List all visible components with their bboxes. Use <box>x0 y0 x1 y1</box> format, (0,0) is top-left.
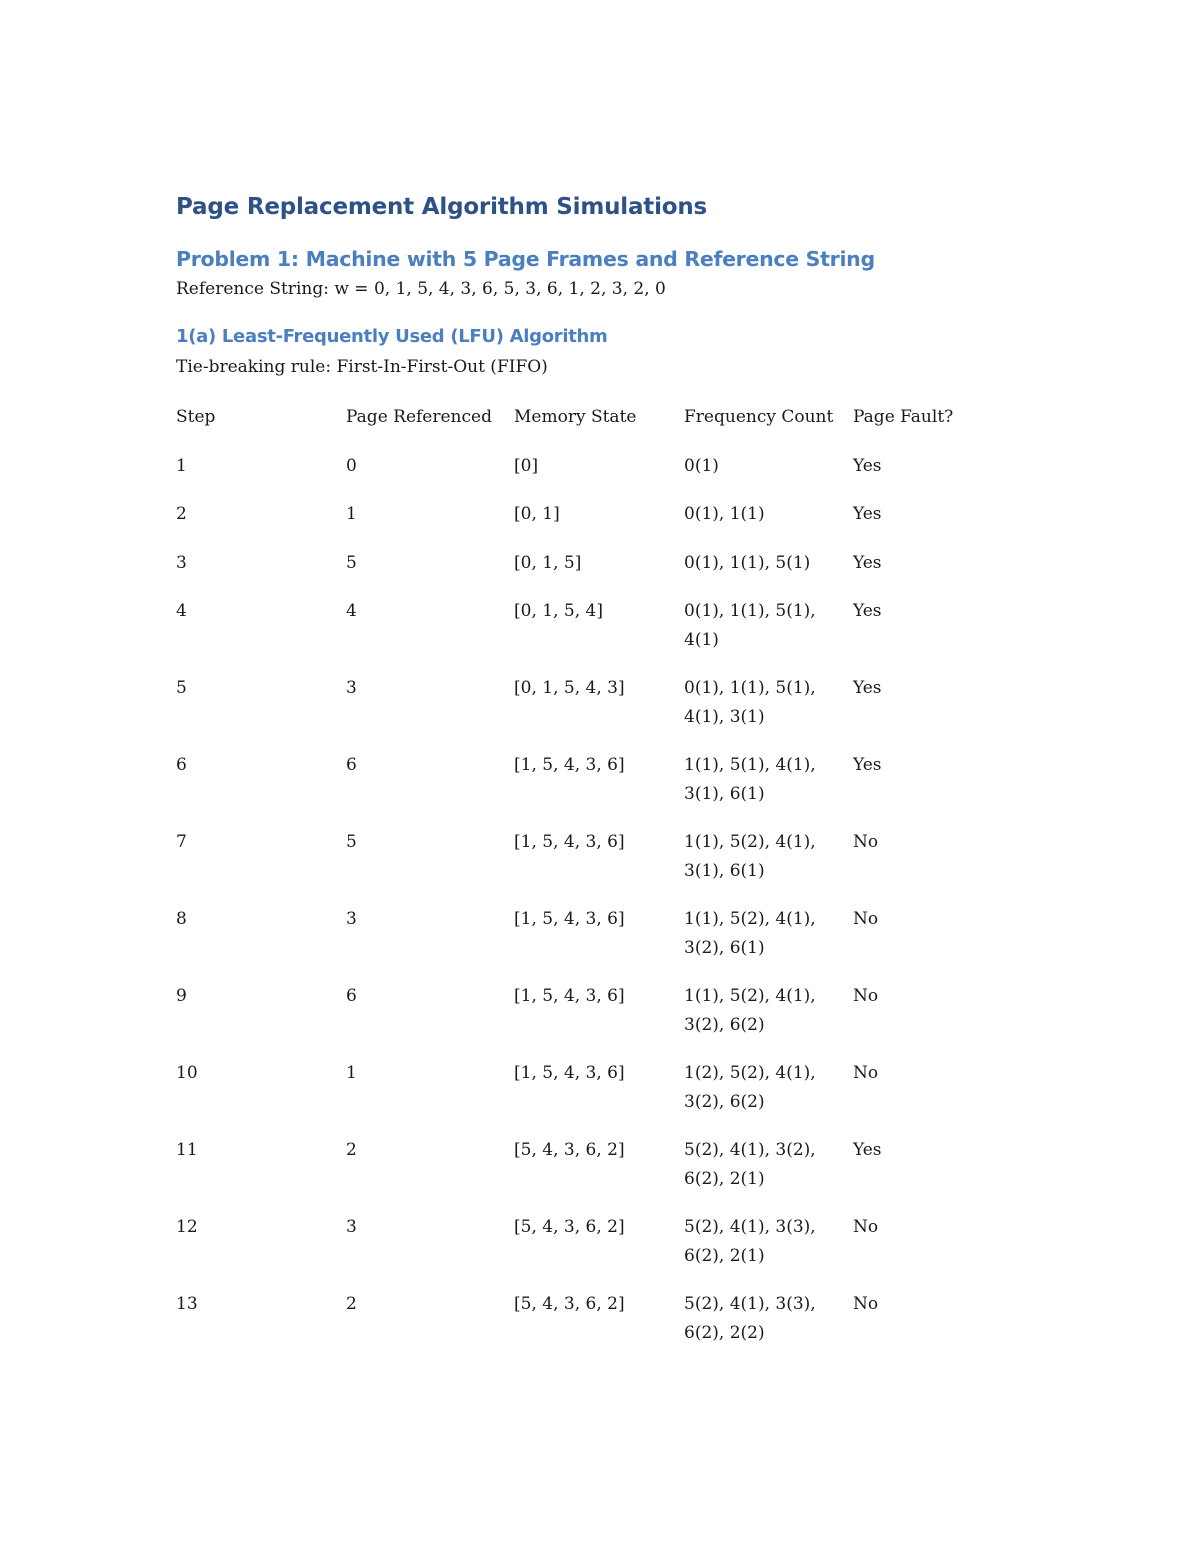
cell-memory: [0, 1, 5, 4] <box>514 601 603 621</box>
table-row <box>176 1213 1026 1290</box>
cell-memory: [1, 5, 4, 3, 6] <box>514 986 625 1006</box>
table-row <box>176 1136 1026 1213</box>
cell-page: 3 <box>346 678 357 698</box>
cell-memory: [1, 5, 4, 3, 6] <box>514 832 625 852</box>
cell-fault: Yes <box>853 601 882 621</box>
cell-memory: [0] <box>514 455 539 476</box>
cell-page: 4 <box>346 601 357 621</box>
cell-page: 2 <box>346 1294 357 1314</box>
cell-step: 3 <box>176 552 187 573</box>
cell-fault: No <box>853 986 879 1006</box>
cell-page: 2 <box>346 1140 357 1160</box>
cell-frequency: 5(2), 4(1), 3(3), 6(2), 2(2) <box>684 1294 816 1343</box>
cell-memory: [0, 1, 5] <box>514 552 582 573</box>
cell-frequency: 0(1), 1(1) <box>684 504 765 524</box>
cell-frequency: 1(1), 5(2), 4(1), 3(2), 6(1) <box>684 909 816 958</box>
cell-page: 1 <box>346 1063 357 1083</box>
table-row <box>176 1290 1026 1367</box>
cell-fault: Yes <box>853 552 882 573</box>
cell-page: 5 <box>346 552 357 573</box>
cell-frequency: 0(1) <box>684 455 719 476</box>
cell-memory: [5, 4, 3, 6, 2] <box>514 1140 625 1160</box>
cell-step: 8 <box>176 909 187 929</box>
lfu-simulation-table <box>176 403 1026 1367</box>
cell-step: 1 <box>176 455 187 476</box>
cell-page: 1 <box>346 504 357 524</box>
header-memory-state: Memory State <box>514 407 637 427</box>
header-frequency-count: Frequency Count <box>684 407 834 427</box>
table-row <box>176 982 1026 1059</box>
cell-frequency: 0(1), 1(1), 5(1) <box>684 552 811 573</box>
cell-frequency: 5(2), 4(1), 3(2), 6(2), 2(1) <box>684 1140 816 1189</box>
problem-1-heading: Problem 1: Machine with 5 Page Frames and Reference String <box>176 247 875 271</box>
cell-fault: Yes <box>853 504 882 524</box>
table-header-row <box>176 403 1026 452</box>
tie-breaking-rule: Tie-breaking rule: First-In-First-Out (FIFO) <box>176 357 548 377</box>
cell-step: 6 <box>176 755 187 775</box>
cell-frequency: 1(1), 5(2), 4(1), 3(1), 6(1) <box>684 832 816 881</box>
cell-memory: [0, 1] <box>514 504 560 524</box>
reference-string: Reference String: w = 0, 1, 5, 4, 3, 6, 5, 3, 6, 1, 2, 3, 2, 0 <box>176 279 666 299</box>
cell-page: 5 <box>346 832 357 852</box>
cell-step: 13 <box>176 1294 198 1314</box>
cell-fault: No <box>853 1217 879 1237</box>
cell-page: 6 <box>346 986 357 1006</box>
table-row <box>176 828 1026 905</box>
section-1a-heading: 1(a) Least-Frequently Used (LFU) Algorithm <box>176 326 608 347</box>
table-row <box>176 1059 1026 1136</box>
cell-frequency: 1(2), 5(2), 4(1), 3(2), 6(2) <box>684 1063 816 1112</box>
header-step: Step <box>176 407 216 427</box>
table-row <box>176 751 1026 828</box>
cell-fault: Yes <box>853 1140 882 1160</box>
cell-memory: [0, 1, 5, 4, 3] <box>514 678 625 698</box>
cell-frequency: 0(1), 1(1), 5(1), 4(1) <box>684 601 816 650</box>
cell-fault: No <box>853 832 879 852</box>
table-row <box>176 905 1026 982</box>
cell-frequency: 1(1), 5(1), 4(1), 3(1), 6(1) <box>684 755 816 804</box>
cell-step: 7 <box>176 832 187 852</box>
cell-frequency: 1(1), 5(2), 4(1), 3(2), 6(2) <box>684 986 816 1035</box>
cell-memory: [1, 5, 4, 3, 6] <box>514 755 625 775</box>
cell-fault: Yes <box>853 755 882 775</box>
cell-step: 9 <box>176 986 187 1006</box>
cell-frequency: 0(1), 1(1), 5(1), 4(1), 3(1) <box>684 678 816 727</box>
cell-page: 3 <box>346 909 357 929</box>
document-page <box>176 188 1036 1367</box>
cell-page: 0 <box>346 455 357 476</box>
cell-memory: [5, 4, 3, 6, 2] <box>514 1294 625 1314</box>
cell-step: 10 <box>176 1063 198 1083</box>
cell-fault: Yes <box>853 455 882 476</box>
cell-step: 12 <box>176 1217 198 1237</box>
cell-step: 2 <box>176 504 187 524</box>
cell-step: 11 <box>176 1140 198 1160</box>
cell-fault: No <box>853 1294 879 1314</box>
cell-page: 6 <box>346 755 357 775</box>
table-row <box>176 597 1026 674</box>
cell-step: 4 <box>176 601 187 621</box>
cell-fault: No <box>853 909 879 929</box>
cell-memory: [1, 5, 4, 3, 6] <box>514 909 625 929</box>
table-row <box>176 500 1026 549</box>
header-page-referenced: Page Referenced <box>346 407 492 427</box>
cell-page: 3 <box>346 1217 357 1237</box>
table-row <box>176 452 1026 501</box>
cell-step: 5 <box>176 678 187 698</box>
table-row <box>176 674 1026 751</box>
cell-memory: [5, 4, 3, 6, 2] <box>514 1217 625 1237</box>
cell-fault: Yes <box>853 678 882 698</box>
document-title: Page Replacement Algorithm Simulations <box>176 194 708 220</box>
cell-frequency: 5(2), 4(1), 3(3), 6(2), 2(1) <box>684 1217 816 1266</box>
cell-memory: [1, 5, 4, 3, 6] <box>514 1063 625 1083</box>
table-row <box>176 549 1026 598</box>
cell-fault: No <box>853 1063 879 1083</box>
header-page-fault: Page Fault? <box>853 407 954 427</box>
